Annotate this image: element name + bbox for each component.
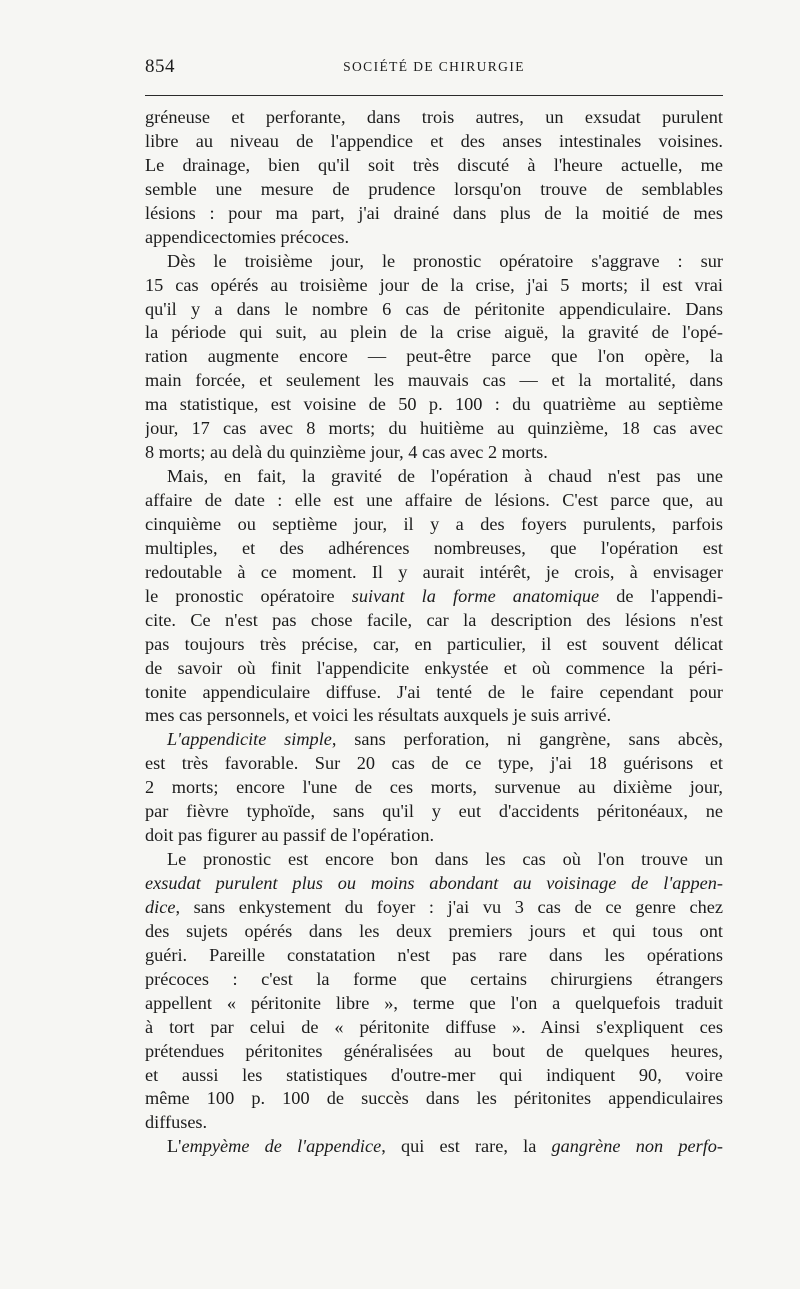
text-line xyxy=(145,752,723,776)
italic-text-segment: suivant la forme anatomique xyxy=(351,585,600,606)
text-segment: multiples, et des adhérences nombreuses, que l'opération est xyxy=(145,537,723,558)
text-segment: et aussi les statistiques d'outre-mer qui indiquent 90, voire xyxy=(145,1064,723,1085)
text-line xyxy=(145,1111,723,1135)
italic-text-segment: empyème de l'appendice xyxy=(181,1136,382,1157)
text-segment: tonite appendiculaire diffuse. J'ai tenté de le faire cependant pour xyxy=(145,681,723,702)
text-segment: le pronostic opératoire xyxy=(145,585,352,606)
text-segment: précoces : c'est la forme que certains chirurgiens étrangers xyxy=(145,968,723,989)
text-line xyxy=(145,178,723,202)
text-line xyxy=(145,824,723,848)
text-line xyxy=(145,1016,723,1040)
text-line xyxy=(145,202,723,226)
text-line xyxy=(145,489,723,513)
text-segment: appellent « péritonite libre », terme que l'on a quelquefois traduit xyxy=(145,992,723,1013)
text-segment: des sujets opérés dans les deux premiers jours et qui tous ont xyxy=(145,920,723,941)
text-segment: gréneuse et perforante, dans trois autres, un exsudat purulent xyxy=(145,107,723,127)
body-text xyxy=(145,106,723,1159)
text-segment: semble une mesure de prudence lorsqu'on trouve de semblables xyxy=(145,178,723,199)
text-segment: lésions : pour ma part, j'ai drainé dans plus de la moitié de mes xyxy=(145,202,723,223)
text-segment: redoutable à ce moment. Il y aurait intérêt, je crois, à envisager xyxy=(145,561,723,582)
italic-text-segment: dice xyxy=(145,896,176,917)
text-line xyxy=(145,1040,723,1064)
text-line xyxy=(145,848,723,872)
text-line xyxy=(145,704,723,728)
text-segment: Dès le troisième jour, le pronostic opératoire s'aggrave : sur xyxy=(167,250,723,271)
text-line xyxy=(145,321,723,345)
text-line xyxy=(145,298,723,322)
text-line xyxy=(145,369,723,393)
text-line xyxy=(145,1135,723,1159)
text-segment: qu'il y a dans le nombre 6 cas de péritonite appendiculaire. Dans xyxy=(145,298,723,319)
text-segment: cite. Ce n'est pas chose facile, car la description des lésions n'est xyxy=(145,609,723,630)
text-segment: Le pronostic est encore bon dans les cas où l'on trouve un xyxy=(167,849,723,870)
text-segment: doit pas figurer au passif de l'opération. xyxy=(145,825,435,846)
text-line xyxy=(145,992,723,1016)
italic-text-segment: exsudat purulent plus ou moins abondant au voisinage de l'appen- xyxy=(145,873,723,893)
text-segment: Le drainage, bien qu'il soit très discuté à l'heure actuelle, me xyxy=(145,154,723,175)
text-line xyxy=(145,250,723,274)
text-segment: , sans perforation, ni gangrène, sans abcès, xyxy=(331,729,723,750)
text-segment: , qui est rare, la xyxy=(381,1136,552,1157)
text-line xyxy=(145,657,723,681)
text-segment: de savoir où finit l'appendicite enkystée et où commence la péri- xyxy=(145,657,723,678)
text-segment: la période qui suit, au plein de la crise aiguë, la gravité de l'opé- xyxy=(145,322,723,343)
text-line xyxy=(145,609,723,633)
running-head: SOCIÉTÉ DE CHIRURGIE xyxy=(343,59,525,74)
text-line xyxy=(145,1064,723,1088)
text-line xyxy=(145,872,723,896)
text-segment: même 100 p. 100 de succès dans les péritonites appendiculaires xyxy=(145,1088,723,1109)
text-segment: ma statistique, est voisine de 50 p. 100 : du quatrième au septième xyxy=(145,394,723,415)
text-line xyxy=(145,944,723,968)
text-line xyxy=(145,465,723,489)
text-segment: ration augmente encore — peut-être parce que l'on opère, la xyxy=(145,346,723,367)
text-line xyxy=(145,968,723,992)
text-line xyxy=(145,633,723,657)
text-segment: à tort par celui de « péritonite diffuse ». Ainsi s'expliquent ces xyxy=(145,1016,723,1037)
text-line xyxy=(145,561,723,585)
text-segment: libre au niveau de l'appendice et des anses intestinales voisines. xyxy=(145,130,723,151)
text-segment: de l'appendi- xyxy=(599,585,723,606)
text-line xyxy=(145,226,723,250)
text-line xyxy=(145,130,723,154)
text-segment: Mais, en fait, la gravité de l'opération à chaud n'est pas une xyxy=(167,466,723,487)
text-line xyxy=(145,920,723,944)
text-line xyxy=(145,274,723,298)
text-line xyxy=(145,393,723,417)
text-segment: jour, 17 cas avec 8 morts; du huitième au quinzième, 18 cas avec xyxy=(145,418,723,439)
text-line xyxy=(145,728,723,752)
text-segment: pas toujours très précise, car, en particulier, il est souvent délicat xyxy=(145,633,723,654)
text-line xyxy=(145,441,723,465)
text-line xyxy=(145,896,723,920)
text-segment: appendicectomies précoces. xyxy=(145,226,350,247)
text-line xyxy=(145,513,723,537)
italic-text-segment: L'appendicite simple xyxy=(167,729,332,750)
text-segment: 2 morts; encore l'une de ces morts, survenue au dixième jour, xyxy=(145,777,723,798)
text-segment: diffuses. xyxy=(145,1112,208,1133)
text-line xyxy=(145,681,723,705)
text-segment: 15 cas opérés au troisième jour de la crise, j'ai 5 morts; il est vrai xyxy=(145,274,723,295)
text-segment: main forcée, et seulement les mauvais cas — et la mortalité, dans xyxy=(145,370,723,391)
text-segment: , sans enkystement du foyer : j'ai vu 3 cas de ce genre chez xyxy=(175,896,723,917)
italic-text-segment: gangrène non perfo- xyxy=(551,1136,723,1157)
text-line xyxy=(145,537,723,561)
text-segment: cinquième ou septième jour, il y a des foyers purulents, parfois xyxy=(145,513,723,534)
text-line xyxy=(145,776,723,800)
text-segment: mes cas personnels, et voici les résultats auxquels je suis arrivé. xyxy=(145,705,612,726)
text-line xyxy=(145,106,723,130)
text-line xyxy=(145,154,723,178)
text-segment: L' xyxy=(167,1136,182,1157)
text-segment: est très favorable. Sur 20 cas de ce type, j'ai 18 guérisons et xyxy=(145,753,723,774)
text-line xyxy=(145,345,723,369)
text-segment: affaire de date : elle est une affaire de lésions. C'est parce que, au xyxy=(145,490,723,510)
text-segment: guéri. Pareille constatation n'est pas rare dans les opérations xyxy=(145,944,723,965)
page-header xyxy=(145,56,723,82)
text-line xyxy=(145,1087,723,1111)
text-line xyxy=(145,585,723,609)
page-number: 854 xyxy=(145,56,175,77)
text-segment: 8 morts; au delà du quinzième jour, 4 cas avec 2 morts. xyxy=(145,442,548,463)
text-segment: prétendues péritonites généralisées au bout de quelques heures, xyxy=(145,1040,723,1061)
text-line xyxy=(145,800,723,824)
header-rule xyxy=(145,95,723,96)
text-line xyxy=(145,417,723,441)
text-segment: par fièvre typhoïde, sans qu'il y eut d'accidents péritonéaux, ne xyxy=(145,801,723,822)
